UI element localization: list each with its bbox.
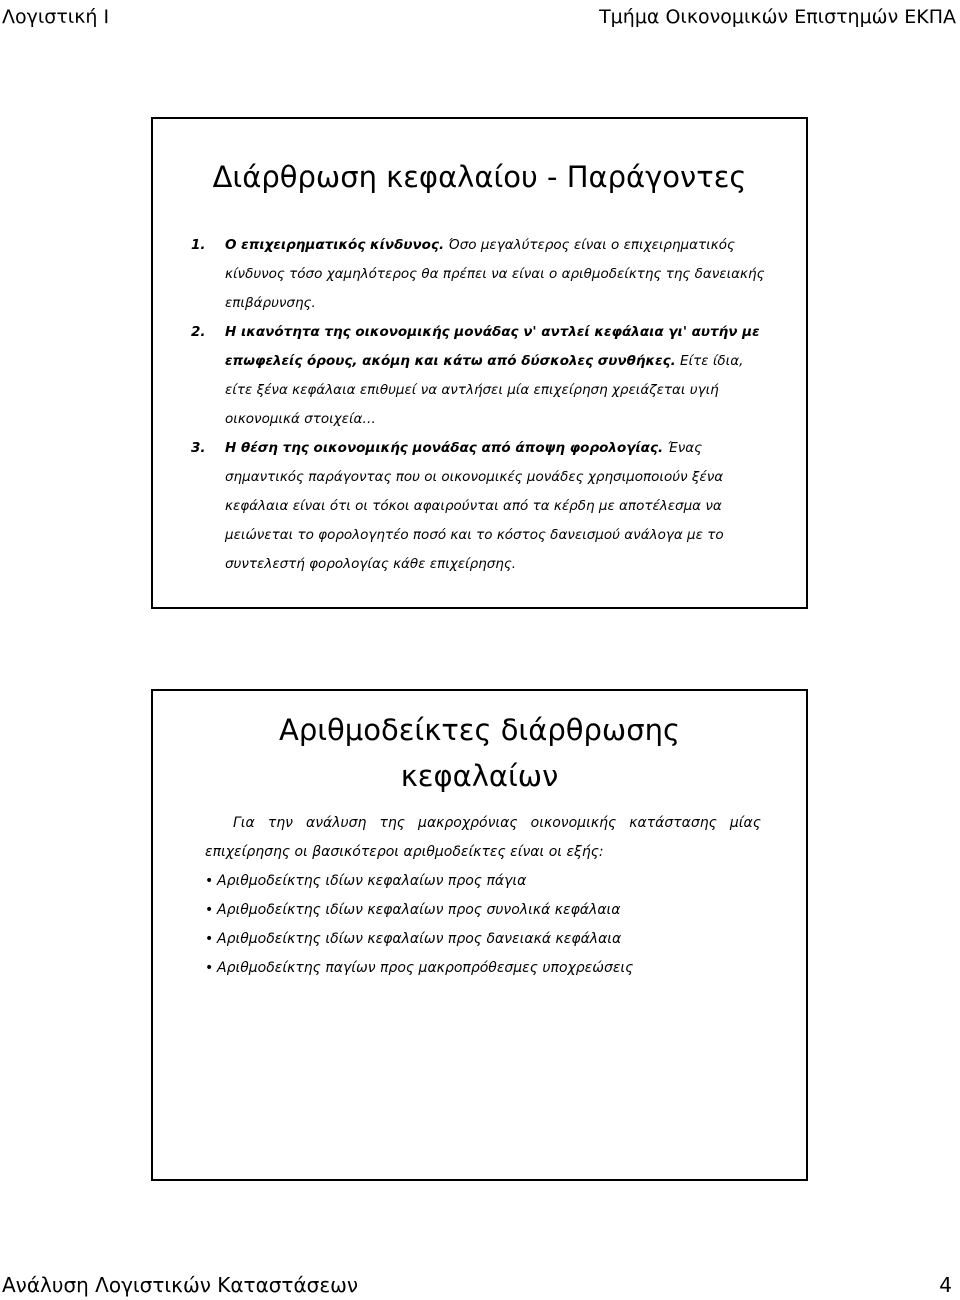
slide-title-line: Αριθμοδείκτες διάρθρωσης	[279, 713, 680, 747]
bullet-icon: •	[205, 873, 214, 889]
slide-capital-structure-ratios	[151, 689, 808, 1181]
item-description: Ένας σημαντικός παράγοντας που οι οικονομικές μονάδες χρησιμοποιούν ξένα κεφάλαια είναι ότι οι τόκοι αφαιρούνται από τα κέρδη με αποτέλεσμα να μειώνεται το φορολογητέο ποσό και το κόστος δανεισμού ανάλογα με το συντελεστή φορολογίας κάθε επιχείρησης.	[225, 440, 724, 572]
slide-title: Διάρθρωση κεφαλαίου - Παράγοντες	[212, 160, 747, 194]
list-item-text: Αριθμοδείκτης ιδίων κεφαλαίων προς συνολικά κεφάλαια	[217, 902, 621, 918]
item-text	[225, 318, 771, 434]
item-heading: Η θέση της οικονομικής μονάδας από άποψη φορολογίας.	[225, 440, 664, 456]
list-item-text: Αριθμοδείκτης ιδίων κεφαλαίων προς πάγια	[217, 873, 527, 889]
slide-title	[153, 707, 806, 799]
slide-title-line: κεφαλαίων	[400, 759, 559, 793]
list-item	[205, 925, 761, 954]
list-item-text: Αριθμοδείκτης παγίων προς μακροπρόθεσμες υποχρεώσεις	[217, 960, 634, 976]
item-text	[225, 434, 771, 579]
bullet-icon: •	[205, 960, 214, 976]
list-item-text: Αριθμοδείκτης ιδίων κεφαλαίων προς δανειακά κεφάλαια	[217, 931, 622, 947]
footer-course-title: Ανάλυση Λογιστικών Καταστάσεων	[2, 1273, 359, 1297]
item-text	[225, 231, 771, 318]
intro-paragraph: Για την ανάλυση της μακροχρόνιας οικονομικής κατάστασης μίας επιχείρησης οι βασικότεροι αριθμοδείκτες είναι οι εξής:	[205, 815, 761, 860]
item-description: Όσο μεγαλύτερος είναι ο επιχειρηματικός κίνδυνος τόσο χαμηλότερος θα πρέπει να είναι ο αριθμοδείκτης της δανειακής επιβάρυνσης.	[225, 237, 765, 311]
item-heading: Ο επιχειρηματικός κίνδυνος.	[225, 237, 445, 253]
page-number: 4	[939, 1273, 952, 1297]
list-item	[205, 896, 761, 925]
item-number: 3.	[191, 440, 206, 456]
list-item	[191, 434, 771, 579]
slide-body	[191, 231, 771, 579]
header-course-title: Λογιστική Ι	[2, 6, 110, 28]
item-number: 1.	[191, 237, 206, 253]
ratio-list	[205, 867, 761, 983]
list-item	[205, 867, 761, 896]
slide-capital-structure-factors	[151, 117, 808, 609]
list-item	[205, 954, 761, 983]
item-heading: Η ικανότητα της οικονομικής μονάδας ν' αντλεί κεφάλαια γι' αυτήν με επωφελείς όρους, ακόμη και κάτω από δύσκολες συνθήκες.	[225, 324, 760, 369]
bullet-icon: •	[205, 931, 214, 947]
item-number: 2.	[191, 324, 206, 340]
list-item	[191, 318, 771, 434]
list-item	[191, 231, 771, 318]
bullet-icon: •	[205, 902, 214, 918]
item-description: Είτε ίδια, είτε ξένα κεφάλαια επιθυμεί να αντλήσει μία επιχείρηση χρειάζεται υγιή οικονομικά στοιχεία…	[225, 353, 744, 427]
slide-body	[205, 809, 761, 983]
header-department: Τμήμα Οικονομικών Επιστημών ΕΚΠΑ	[599, 6, 956, 28]
